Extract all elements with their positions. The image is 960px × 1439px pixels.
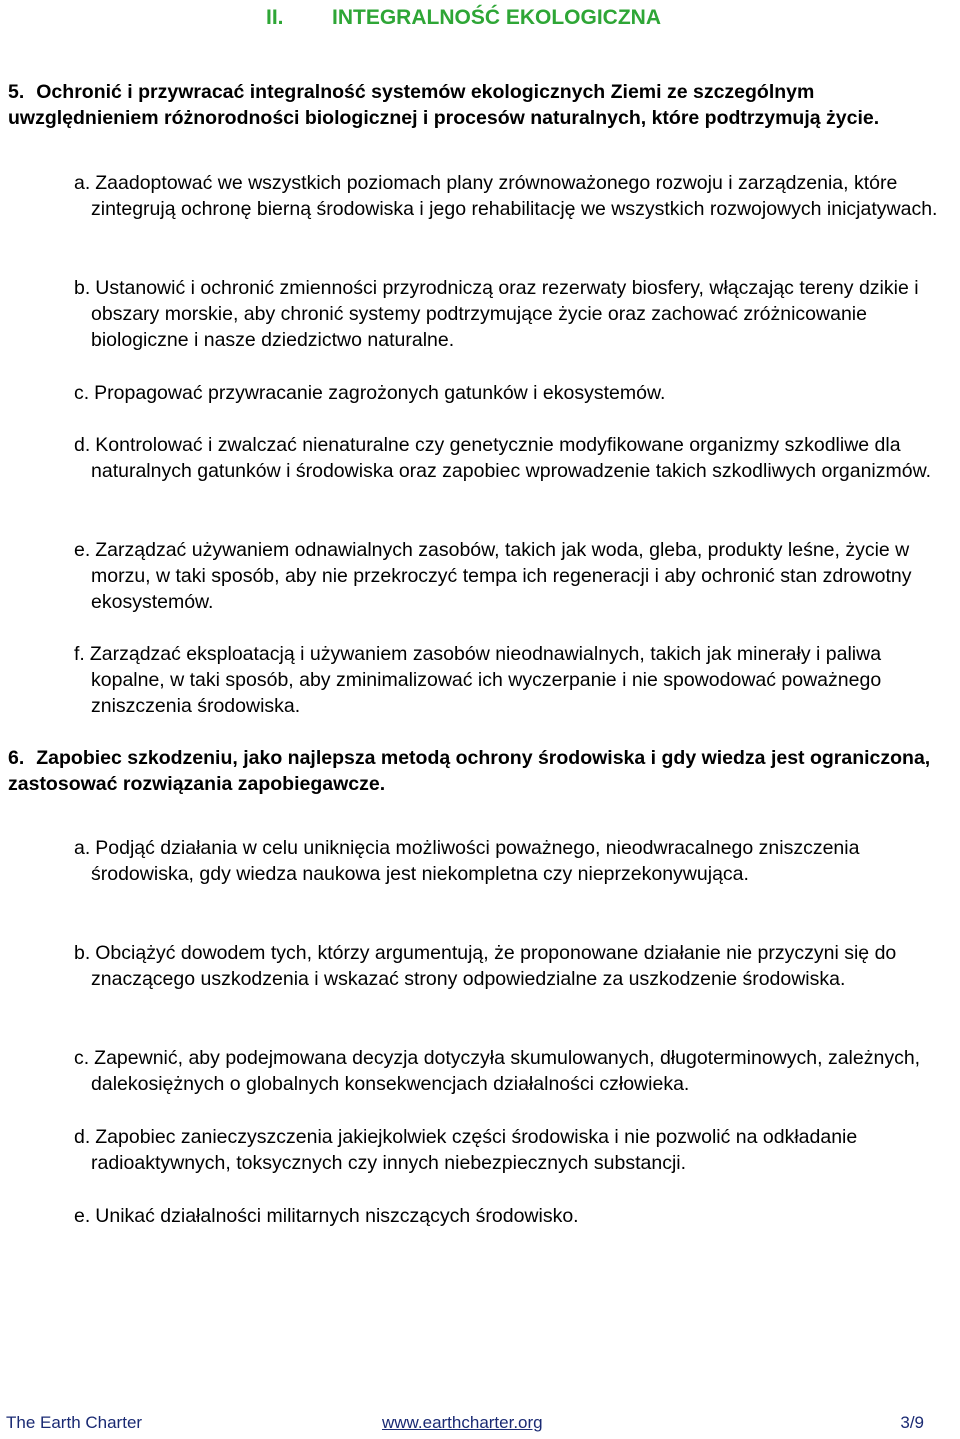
principle-6-item-b [74,940,958,992]
item-letter: c. [74,382,90,404]
principle-6-item-c [74,1045,958,1097]
footer-title: The Earth Charter [6,1413,143,1432]
item-text: Zarządzać eksploatacją i używaniem zasobów nieodnawialnych, takich jak minerały i paliwa kopalne, w taki sposób, aby zminimalizować ich wyczerpanie i nie spowodować poważnego zniszczenia środowiska. [89,643,882,717]
item-letter: b. [74,942,91,964]
principle-5-item-f [74,641,958,719]
item-text: Obciążyć dowodem tych, którzy argumentują, że proponowane działanie nie przyczyni się do znaczącego uszkodzenia i wskazać strony odpowiedzialne za uszkodzenie środowiska. [91,942,897,990]
item-letter: a. [74,172,91,194]
item-letter: e. [74,1205,91,1227]
item-letter: b. [74,277,91,299]
principle-text: Zapobiec szkodzeniu, jako najlepsza metodą ochrony środowiska i gdy wiedza jest ograniczona, zastosować rozwiązania zapobiegawcze. [8,747,931,795]
footer-website-link[interactable]: www.earthcharter.org [382,1413,543,1432]
item-text: Zapewnić, aby podejmowana decyzja dotyczyła skumulowanych, długoterminowych, zależnych, dalekosiężnych o globalnych konsekwencjach działalności człowieka. [91,1047,921,1095]
item-text: Zapobiec zanieczyszczenia jakiejkolwiek części środowiska i nie pozwolić na odkładanie radioaktywnych, toksycznych czy innych niebezpiecznych substancji. [91,1126,858,1174]
principle-5-item-b [74,275,958,353]
item-text: Unikać działalności militarnych niszczących środowisko. [95,1205,579,1227]
principle-6-item-d [74,1124,958,1176]
principle-5-item-a [74,170,958,222]
principle-number: 5. [8,81,25,103]
item-letter: d. [74,434,91,456]
principle-6-item-a [74,835,958,887]
item-letter: f. [74,643,85,665]
item-text: Podjąć działania w celu uniknięcia możliwości poważnego, nieodwracalnego zniszczenia środowiska, gdy wiedza naukowa jest niekompletna czy nieprzekonywująca. [91,837,860,885]
item-text: Kontrolować i zwalczać nienaturalne czy genetycznie modyfikowane organizmy szkodliwe dla naturalnych gatunków i środowiska oraz zapobiec wprowadzenie takich szkodliwych organizmów. [91,434,932,482]
item-letter: a. [74,837,91,859]
principle-5 [8,79,956,131]
footer-page-number: 3/9 [900,1413,924,1432]
principle-5-item-e [74,537,958,615]
section-heading [266,6,661,30]
principle-5-item-c [74,380,958,406]
item-text: Zarządzać używaniem odnawialnych zasobów, takich jak woda, gleba, produkty leśne, życie w morzu, w taki sposób, aby nie przekroczyć tempa ich regeneracji i aby ochronić stan zdrowotny ekosystemów. [91,539,912,613]
item-letter: c. [74,1047,90,1069]
item-letter: e. [74,539,91,561]
principle-text: Ochronić i przywracać integralność systemów ekologicznych Ziemi ze szczególnym uwzględnieniem różnorodności biologicznej i procesów naturalnych, które podtrzymują życie. [8,81,880,129]
principle-6-item-e [74,1203,958,1229]
item-text: Propagować przywracanie zagrożonych gatunków i ekosystemów. [94,382,666,404]
item-letter: d. [74,1126,91,1148]
item-text: Zaadoptować we wszystkich poziomach plany zrównoważonego rozwoju i zarządzenia, które zintegrują ochronę bierną środowiska i jego rehabilitację we wszystkich rozwojowych inicjatywach. [91,172,938,220]
principle-5-item-d [74,432,958,484]
section-number: II. [266,6,284,29]
item-text: Ustanowić i ochronić zmienności przyrodniczą oraz rezerwaty biosfery, włączając tereny dzikie i obszary morskie, aby chronić systemy podtrzymujące życie oraz zachować zróżnicowanie biologiczne i nasze dziedzictwo naturalne. [91,277,919,351]
principle-6 [8,745,956,797]
principle-number: 6. [8,747,25,769]
section-title: INTEGRALNOŚĆ EKOLOGICZNA [332,6,661,29]
